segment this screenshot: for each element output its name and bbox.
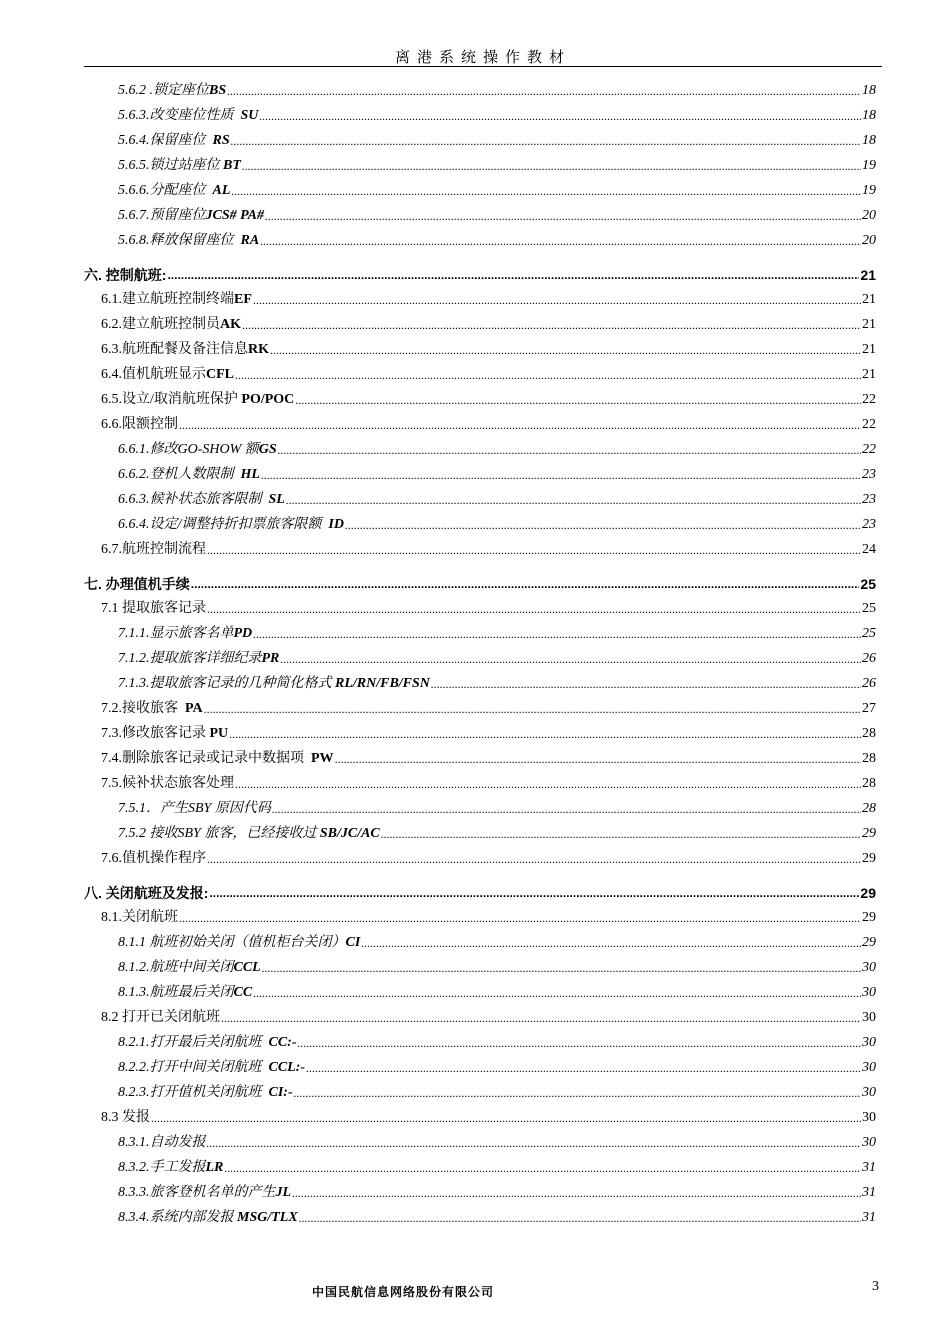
toc-entry-title: 8.3.4.系统内部发报	[118, 1210, 237, 1225]
page-header-title: 离港系统操作教材	[394, 50, 571, 66]
toc-entry[interactable]	[84, 1051, 876, 1076]
toc-entry-title: 6.4.值机航班显示	[101, 367, 206, 382]
toc-dot-leader	[229, 727, 861, 742]
toc-entry-page-number: 30	[862, 960, 876, 975]
toc-entry-page-number: 30	[862, 1110, 876, 1125]
toc-entry-page-number: 24	[862, 542, 876, 557]
toc-entry-title: 5.6.3.改变座位性质	[118, 108, 241, 123]
toc-entry-page-number: 27	[862, 701, 876, 716]
toc-dot-leader	[270, 343, 861, 358]
toc-entry-title: 8.2 打开已关闭航班	[101, 1010, 220, 1025]
toc-entry-command-code: PU	[209, 726, 229, 741]
toc-dot-leader	[345, 518, 861, 533]
toc-entry[interactable]	[84, 358, 876, 383]
toc-entry-page-number: 23	[862, 492, 876, 507]
toc-entry-page-number: 29	[862, 910, 876, 925]
toc-entry-command-code: LR	[205, 1160, 224, 1175]
toc-dot-leader	[179, 911, 861, 926]
toc-entry-page-number: 18	[862, 108, 876, 123]
toc-entry-command-code: CI:-	[268, 1085, 293, 1100]
toc-dot-leader	[167, 268, 859, 283]
toc-entry[interactable]	[84, 667, 876, 692]
toc-entry-title: 8.2.3.打开值机关闭航班	[118, 1085, 269, 1100]
toc-entry-page-number: 28	[862, 726, 876, 741]
toc-entry-page-number: 21	[860, 267, 876, 283]
toc-entry-title: 6.6.2.登机人数限制	[118, 467, 241, 482]
toc-dot-leader	[259, 109, 861, 124]
toc-dot-leader	[209, 886, 859, 901]
toc-dot-leader	[261, 468, 861, 483]
toc-entry-title: 6.1.建立航班控制终端	[101, 292, 234, 307]
toc-entry[interactable]	[84, 1101, 876, 1126]
toc-entry-title: 6.6.3.候补状态旅客限制	[118, 492, 269, 507]
toc-entry-page-number: 31	[862, 1160, 876, 1175]
toc-entry-command-code: AL	[212, 183, 231, 198]
toc-entry[interactable]	[84, 1076, 876, 1101]
toc-entry-title: 8.1.2.航班中间关闭	[118, 960, 234, 975]
toc-entry-command-code: CCL	[233, 960, 261, 975]
toc-entry[interactable]	[84, 74, 876, 99]
toc-entry-title: 6.3.航班配餐及备注信息	[101, 342, 248, 357]
toc-entry[interactable]	[84, 901, 876, 926]
toc-entry-command-code: BT	[223, 158, 241, 173]
toc-dot-leader	[272, 802, 861, 817]
toc-dot-leader	[224, 1161, 861, 1176]
toc-entry-title: 6.5.设立/取消航班保护	[101, 392, 242, 407]
toc-dot-leader	[431, 677, 861, 692]
header-divider	[84, 66, 882, 67]
toc-entry-command-code: SL	[268, 492, 285, 507]
toc-entry[interactable]	[84, 1151, 876, 1176]
toc-entry-title: 6.7.航班控制流程	[101, 542, 206, 557]
toc-entry-command-code: SB/JC/AC	[319, 826, 380, 841]
toc-entry-command-code: PR	[261, 651, 280, 666]
toc-entry-page-number: 31	[862, 1210, 876, 1225]
toc-entry-page-number: 21	[862, 367, 876, 382]
toc-entry-page-number: 25	[862, 626, 876, 641]
toc-entry-title: 8.3.1.自动发报	[118, 1135, 206, 1150]
toc-dot-leader	[298, 1036, 862, 1051]
toc-entry-title: 七. 办理值机手续	[84, 576, 190, 592]
toc-entry-page-number: 20	[862, 208, 876, 223]
toc-entry[interactable]	[84, 124, 876, 149]
toc-entry-title: 6.6.限额控制	[101, 417, 178, 432]
toc-dot-leader	[361, 936, 861, 951]
toc-dot-leader	[221, 1011, 861, 1026]
toc-entry[interactable]	[84, 199, 876, 224]
footer-company-name: 中国民航信息网络股份有限公司	[311, 1285, 494, 1299]
toc-entry[interactable]	[84, 951, 876, 976]
toc-entry-page-number: 30	[862, 1035, 876, 1050]
toc-dot-leader	[191, 577, 860, 592]
toc-dot-leader	[207, 602, 861, 617]
toc-entry-page-number: 19	[862, 158, 876, 173]
toc-entry-page-number: 26	[862, 676, 876, 691]
toc-dot-leader	[204, 702, 861, 717]
toc-entry-page-number: 22	[862, 417, 876, 432]
toc-entry[interactable]	[84, 283, 876, 308]
toc-entry-command-code: GS	[258, 442, 277, 457]
toc-entry-command-code: RL/RN/FB/FSN	[335, 676, 430, 691]
toc-entry[interactable]	[84, 458, 876, 483]
toc-dot-leader	[292, 1186, 861, 1201]
toc-entry-title: 5.6.6.分配座位	[118, 183, 213, 198]
toc-entry-page-number: 30	[862, 1060, 876, 1075]
toc-entry-title: 5.6.7.预留座位	[118, 208, 206, 223]
toc-entry-command-code: ID	[328, 517, 344, 532]
toc-dot-leader	[294, 1086, 861, 1101]
toc-entry-page-number: 25	[862, 601, 876, 616]
toc-entry[interactable]	[84, 926, 876, 951]
toc-entry[interactable]	[84, 1176, 876, 1201]
toc-entry-command-code: JL	[275, 1185, 292, 1200]
toc-entry-command-code: PD	[233, 626, 253, 641]
toc-entry-command-code: BS	[209, 83, 227, 98]
toc-entry-page-number: 29	[862, 826, 876, 841]
toc-entry-command-code: PO/POC	[241, 392, 295, 407]
toc-entry[interactable]	[84, 842, 876, 867]
toc-entry-page-number: 22	[862, 442, 876, 457]
toc-entry-command-code: PW	[311, 751, 334, 766]
toc-entry-page-number: 19	[862, 183, 876, 198]
toc-entry-page-number: 28	[862, 776, 876, 791]
toc-entry[interactable]	[84, 867, 876, 901]
toc-entry-page-number: 31	[862, 1185, 876, 1200]
toc-dot-leader	[242, 318, 861, 333]
toc-entry[interactable]	[84, 1201, 876, 1226]
toc-entry-title: 8.1.关闭航班	[101, 910, 178, 925]
toc-entry-page-number: 30	[862, 1010, 876, 1025]
toc-dot-leader	[306, 1061, 861, 1076]
toc-entry-command-code: CI	[345, 935, 361, 950]
toc-entry-title: 7.5.2 接收SBY 旅客，已经接收过	[118, 826, 320, 841]
toc-entry[interactable]	[84, 224, 876, 249]
toc-entry-title: 7.1.3.提取旅客记录的几种简化格式	[118, 676, 335, 691]
toc-entry-page-number: 20	[862, 233, 876, 248]
toc-dot-leader	[235, 777, 861, 792]
toc-entry-title: 5.6.4.保留座位	[118, 133, 213, 148]
toc-entry-title: 8.1.3.航班最后关闭	[118, 985, 234, 1000]
toc-entry-title: 5.6.8.释放保留座位	[118, 233, 241, 248]
toc-entry-title: 7.3.修改旅客记录	[101, 726, 210, 741]
toc-entry-title: 8.3.3.旅客登机名单的产生	[118, 1185, 276, 1200]
table-of-contents	[84, 74, 876, 1226]
toc-dot-leader	[278, 443, 861, 458]
toc-entry[interactable]	[84, 249, 876, 283]
toc-entry-page-number: 18	[862, 133, 876, 148]
toc-entry[interactable]	[84, 767, 876, 792]
toc-entry-title: 六. 控制航班:	[84, 267, 167, 283]
toc-entry[interactable]	[84, 558, 876, 592]
toc-dot-leader	[295, 393, 861, 408]
toc-entry[interactable]	[84, 717, 876, 742]
toc-entry-title: 8.3 发报	[101, 1110, 150, 1125]
toc-entry-title: 8.1.1 航班初始关闭（值机柜台关闭）	[118, 935, 346, 950]
toc-entry-command-code: MSG/TLX	[237, 1210, 298, 1225]
toc-dot-leader	[207, 543, 861, 558]
toc-entry-title: 7.1.2.提取旅客详细纪录	[118, 651, 262, 666]
toc-entry-command-code: SU	[240, 108, 259, 123]
toc-dot-leader	[207, 852, 861, 867]
toc-entry-page-number: 21	[862, 317, 876, 332]
toc-entry-page-number: 21	[862, 292, 876, 307]
toc-entry[interactable]	[84, 408, 876, 433]
toc-entry[interactable]	[84, 308, 876, 333]
toc-entry-title: 6.6.4.设定/调整持折扣票旅客限额	[118, 517, 329, 532]
toc-entry[interactable]	[84, 592, 876, 617]
toc-entry-command-code: JCS# PA#	[205, 208, 264, 223]
toc-entry-command-code: AK	[220, 317, 241, 332]
toc-dot-leader	[335, 752, 861, 767]
toc-entry-title: 5.6.2 .锁定座位	[118, 83, 209, 98]
toc-entry-page-number: 28	[862, 751, 876, 766]
toc-entry-page-number: 18	[862, 83, 876, 98]
toc-entry[interactable]	[84, 333, 876, 358]
toc-entry-title: 7.5.1．产生SBY 原因代码	[118, 801, 271, 816]
toc-entry[interactable]	[84, 692, 876, 717]
page-number: 3	[872, 1279, 879, 1294]
toc-entry-command-code: CC	[233, 985, 253, 1000]
toc-entry-page-number: 21	[862, 342, 876, 357]
toc-entry-page-number: 28	[862, 801, 876, 816]
toc-dot-leader	[381, 827, 861, 842]
toc-dot-leader	[179, 418, 861, 433]
toc-entry-title: 8.3.2.手工发报	[118, 1160, 206, 1175]
toc-entry[interactable]	[84, 1001, 876, 1026]
toc-dot-leader	[151, 1111, 861, 1126]
toc-entry-page-number: 30	[862, 1135, 876, 1150]
toc-entry-command-code: CFL	[206, 367, 234, 382]
toc-entry[interactable]	[84, 174, 876, 199]
toc-entry-title: 7.6.值机操作程序	[101, 851, 206, 866]
toc-entry-title: 7.4.删除旅客记录或记录中数据项	[101, 751, 311, 766]
toc-entry-page-number: 26	[862, 651, 876, 666]
toc-dot-leader	[253, 986, 861, 1001]
toc-entry-page-number: 25	[860, 576, 876, 592]
toc-entry[interactable]	[84, 149, 876, 174]
toc-entry[interactable]	[84, 383, 876, 408]
toc-entry-command-code: EF	[234, 292, 252, 307]
toc-entry-title: 7.5.候补状态旅客处理	[101, 776, 234, 791]
toc-entry[interactable]	[84, 617, 876, 642]
toc-entry-title: 八. 关闭航班及发报:	[84, 885, 209, 901]
toc-entry-title: 8.2.2.打开中间关闭航班	[118, 1060, 269, 1075]
toc-entry[interactable]	[84, 433, 876, 458]
toc-dot-leader	[231, 184, 861, 199]
toc-entry[interactable]	[84, 1126, 876, 1151]
toc-entry-title: 6.2.建立航班控制员	[101, 317, 220, 332]
toc-entry-page-number: 23	[862, 517, 876, 532]
toc-entry-command-code: HL	[240, 467, 260, 482]
toc-entry[interactable]	[84, 976, 876, 1001]
toc-dot-leader	[280, 652, 861, 667]
toc-entry-page-number: 30	[862, 1085, 876, 1100]
toc-entry-title: 6.6.1.修改GO-SHOW 额	[118, 442, 259, 457]
toc-entry-page-number: 29	[860, 885, 876, 901]
toc-entry[interactable]	[84, 817, 876, 842]
toc-entry-command-code: CCL:-	[268, 1060, 306, 1075]
toc-dot-leader	[231, 134, 861, 149]
toc-entry-command-code: RA	[240, 233, 260, 248]
toc-entry-page-number: 29	[862, 935, 876, 950]
toc-entry-title: 7.2.接收旅客	[101, 701, 185, 716]
toc-entry-page-number: 29	[862, 851, 876, 866]
toc-entry-command-code: CC:-	[268, 1035, 297, 1050]
toc-entry-title: 7.1 提取旅客记录	[101, 601, 206, 616]
toc-entry[interactable]	[84, 1026, 876, 1051]
toc-dot-leader	[235, 368, 861, 383]
toc-dot-leader	[253, 627, 861, 642]
toc-dot-leader	[260, 234, 861, 249]
toc-entry[interactable]	[84, 508, 876, 533]
toc-dot-leader	[253, 293, 861, 308]
toc-entry-command-code: PA	[185, 701, 203, 716]
toc-entry-page-number: 22	[862, 392, 876, 407]
toc-dot-leader	[227, 84, 861, 99]
toc-entry[interactable]	[84, 533, 876, 558]
toc-entry-title: 5.6.5.锁过站座位	[118, 158, 223, 173]
toc-dot-leader	[242, 159, 861, 174]
toc-entry[interactable]	[84, 642, 876, 667]
toc-dot-leader	[286, 493, 861, 508]
toc-entry[interactable]	[84, 792, 876, 817]
toc-entry[interactable]	[84, 483, 876, 508]
toc-entry[interactable]	[84, 742, 876, 767]
toc-entry-command-code: RK	[248, 342, 269, 357]
toc-entry-page-number: 30	[862, 985, 876, 1000]
toc-dot-leader	[207, 1136, 862, 1151]
toc-entry-page-number: 23	[862, 467, 876, 482]
toc-dot-leader	[299, 1211, 861, 1226]
toc-entry-title: 7.1.1.显示旅客名单	[118, 626, 234, 641]
toc-entry[interactable]	[84, 99, 876, 124]
toc-entry-command-code: RS	[212, 133, 230, 148]
toc-entry-title: 8.2.1.打开最后关闭航班	[118, 1035, 269, 1050]
toc-dot-leader	[265, 209, 861, 224]
toc-dot-leader	[262, 961, 861, 976]
